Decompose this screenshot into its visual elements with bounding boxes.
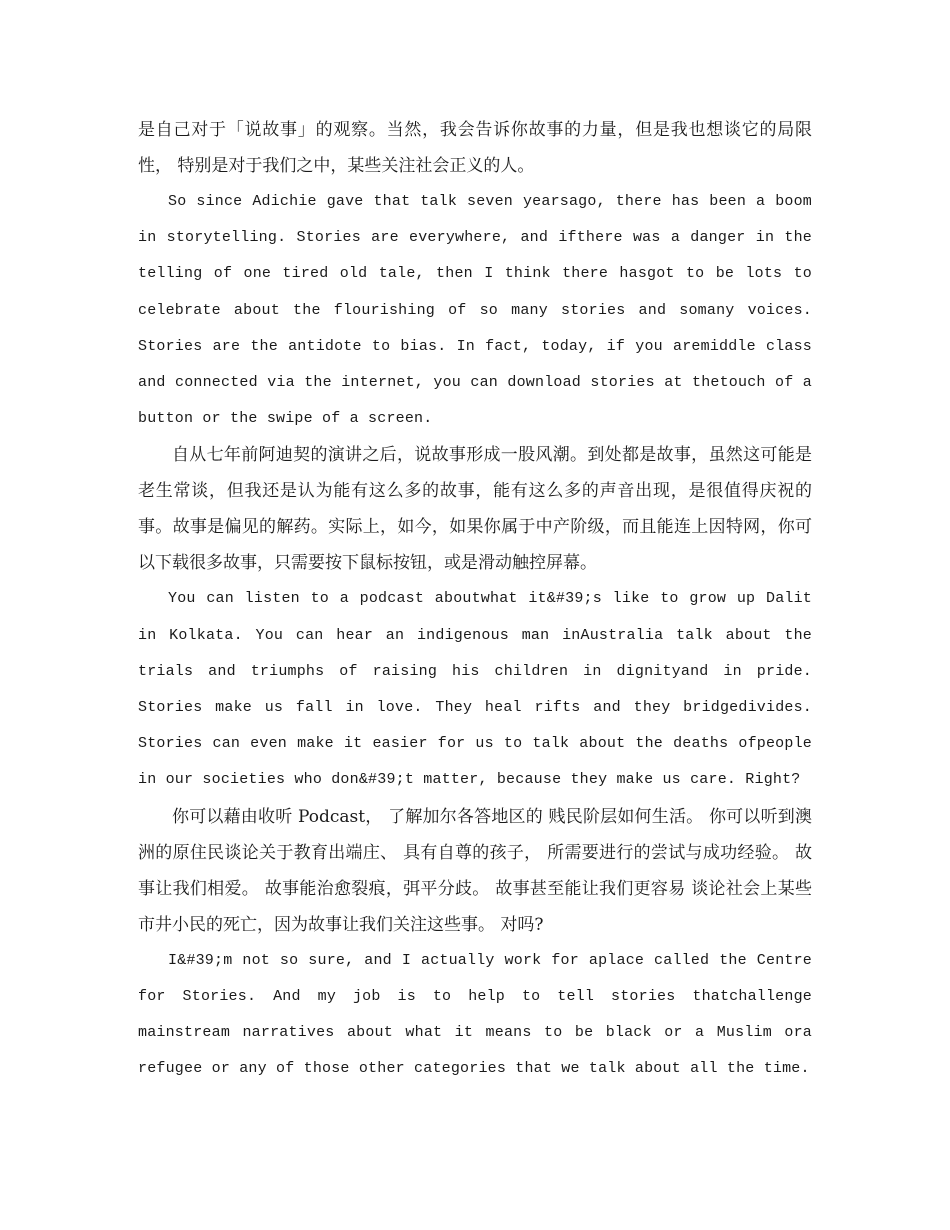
paragraph-chinese-2: 自从七年前阿迪契的演讲之后，说故事形成一股风潮。到处都是故事，虽然这可能是老生常谈，但我还是认为能有这么多的故事，能有这么多的声音出现，是很值得庆祝的事。故事是偏见的解药。实际上，如今，如果你属于中产阶级，而且能连上因特网，你可以下载很多故事，只需要按下鼠标按钮，或是滑动触控屏幕。: [138, 445, 812, 574]
paragraph-chinese-3: 你可以藉由收听 Podcast， 了解加尔各答地区的 贱民阶层如何生活。 你可以听到澳洲的原住民谈论关于教育出端庄、 具有自尊的孩子， 所需要进行的尝试与成功经验。 故事让我们相爱。 故事能治愈裂痕，弭平分歧。 故事甚至能让我们更容易 谈论社会上某些市井小民的死亡，因为故事让我们关注这些事。 对吗?: [138, 806, 812, 935]
paragraph-english-1: So since Adichie gave that talk seven yearsago, there has been a boom in storytelling. Stories are everywhere, and ifthere was a danger in the telling of one tired old tale, then I think there hasgot to be lots to celebrate about the flourishing of so many stories and somany voices. Stories are the antidote to bias. In fact, today, if you aremiddle class and connected via the internet, you can download stories at thetouch of a button or the swipe of a screen.: [138, 193, 812, 428]
paragraph-chinese-1: 是自己对于「说故事」的观察。当然，我会告诉你故事的力量，但是我也想谈它的局限性， 特别是对于我们之中，某些关注社会正义的人。: [138, 120, 812, 176]
document-body: [138, 112, 812, 1087]
paragraph-english-2: You can listen to a podcast aboutwhat it&#39;s like to grow up Dalit in Kolkata. You can hear an indigenous man inAustralia talk about the trials and triumphs of raising his children in dignityand in pride. Stories make us fall in love. They heal rifts and they bridgedivides. Stories can even make it easier for us to talk about the deaths ofpeople in our societies who don&#39;t matter, because they make us care. Right?: [138, 590, 812, 789]
paragraph-english-3: I&#39;m not so sure, and I actually work for aplace called the Centre for Stories. And my job is to help to tell stories thatchallenge mainstream narratives about what it means to be black or a Muslim ora refugee or any of those other categories that we talk about all the time.: [138, 951, 812, 1078]
